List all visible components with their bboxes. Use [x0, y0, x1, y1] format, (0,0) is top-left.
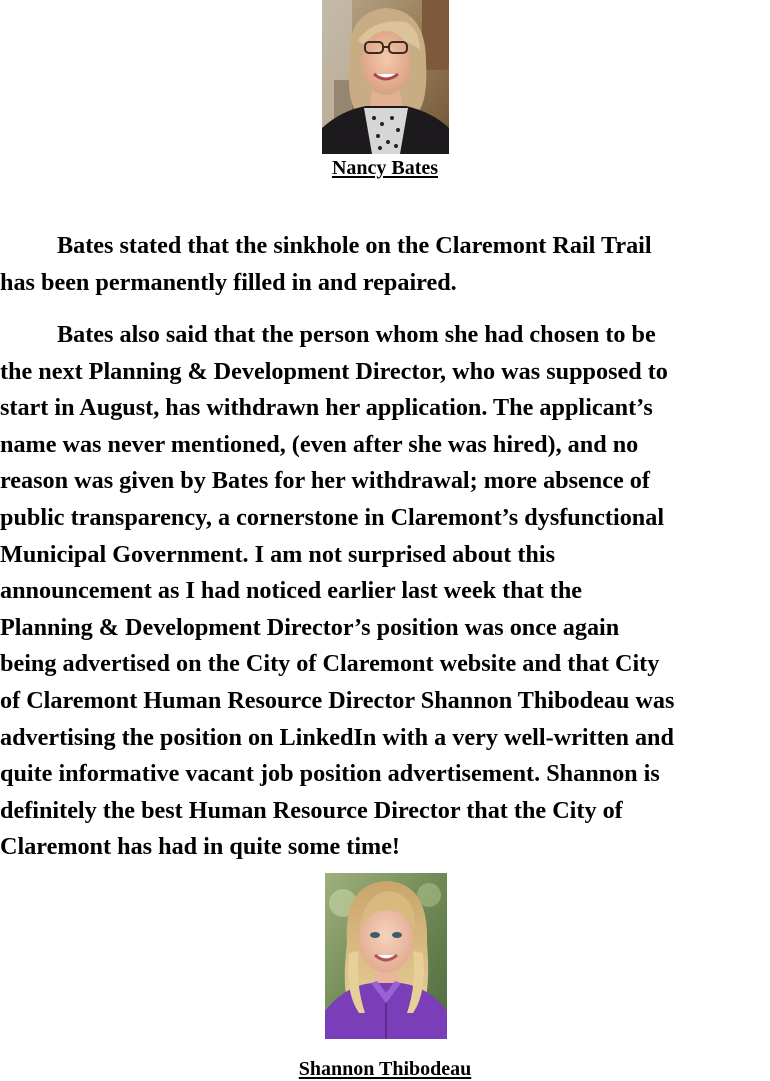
- nancy-bates-photo: [322, 0, 449, 154]
- text-line: has been permanently filled in and repaired.: [0, 268, 457, 296]
- text-line: definitely the best Human Resource Director that the City of: [0, 796, 623, 824]
- text-line: Bates also said that the person whom she had chosen to be: [57, 321, 656, 348]
- text-line: name was never mentioned, (even after she was hired), and no: [0, 430, 639, 458]
- text-line: Planning & Development Director’s position was once again: [0, 613, 620, 641]
- shannon-thibodeau-photo: [325, 873, 447, 1039]
- text-line: the next Planning & Development Director, who was supposed to: [0, 357, 668, 385]
- text-line: Claremont has had in quite some time!: [0, 833, 400, 861]
- text-line: being advertised on the City of Claremont website and that City: [0, 650, 660, 678]
- text-line: quite informative vacant job position advertisement. Shannon is: [0, 760, 660, 788]
- text-line: Municipal Government. I am not surprised about this: [0, 540, 556, 568]
- paragraph-sinkhole: [0, 228, 768, 301]
- text-line: announcement as I had noticed earlier last week that the: [0, 577, 583, 605]
- text-line: Bates stated that the sinkhole on the Claremont Rail Trail: [57, 232, 652, 259]
- shannon-thibodeau-caption: Shannon Thibodeau: [298, 1058, 472, 1080]
- text-line: start in August, has withdrawn her application. The applicant’s: [0, 394, 653, 422]
- text-line: reason was given by Bates for her withdrawal; more absence of: [0, 467, 650, 495]
- text-line: public transparency, a cornerstone in Claremont’s dysfunctional: [0, 503, 665, 531]
- paragraph-director-withdrawal: [0, 317, 768, 866]
- text-line: of Claremont Human Resource Director Shannon Thibodeau was: [0, 686, 675, 714]
- nancy-bates-caption: Nancy Bates: [331, 157, 439, 179]
- text-line: advertising the position on LinkedIn with a very well-written and: [0, 723, 674, 751]
